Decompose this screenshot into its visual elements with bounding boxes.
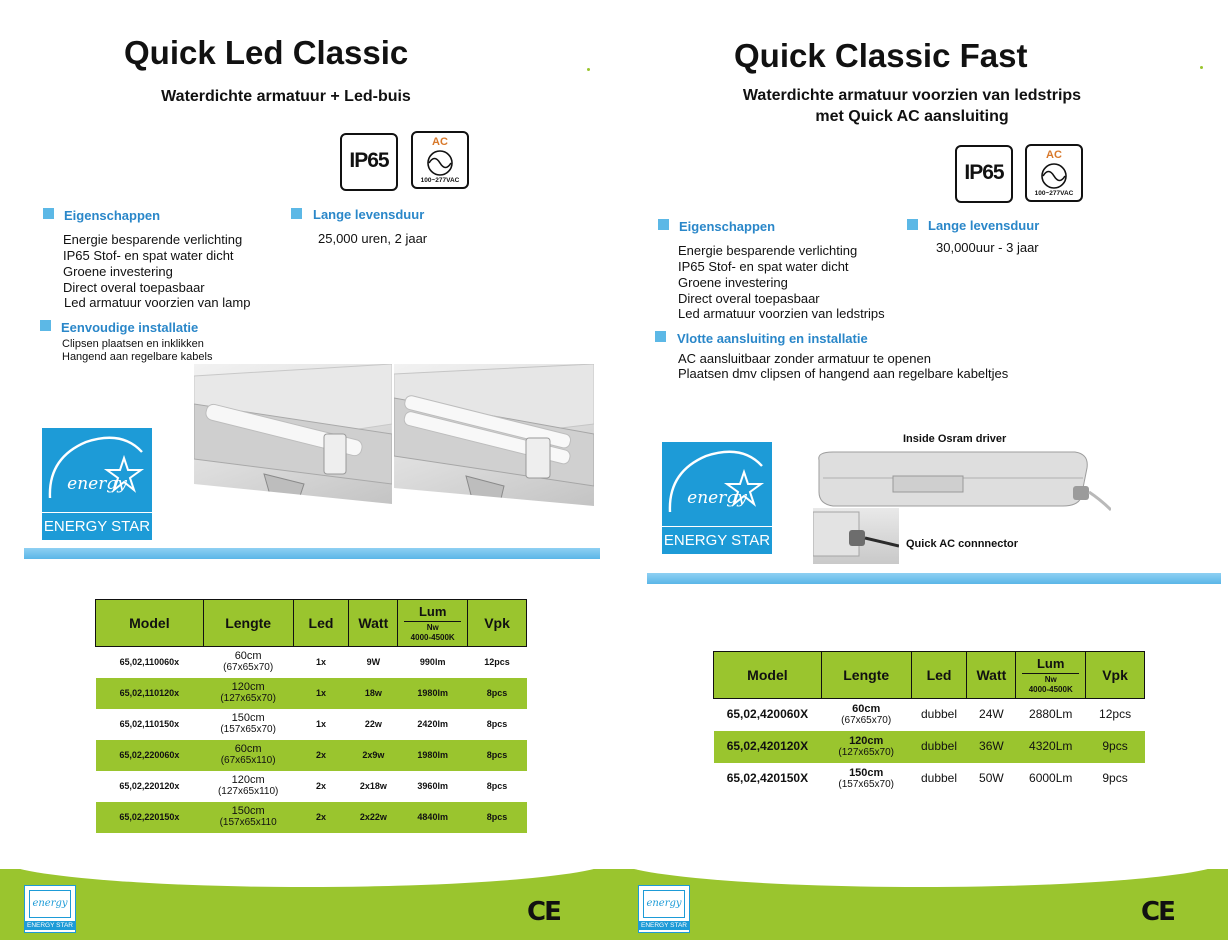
cell-vpk: 9pcs	[1102, 771, 1128, 785]
cell-watt: 9W	[366, 656, 381, 667]
col-led: Led	[911, 652, 967, 699]
col-model: Model	[96, 600, 204, 647]
length-value: 120cm	[849, 734, 884, 747]
length-value: 60cm	[234, 650, 262, 663]
cell-watt: 18w	[349, 678, 398, 709]
col-vpk: Vpk	[1086, 652, 1145, 699]
col-watt: Watt	[349, 600, 398, 647]
blue-divider	[24, 548, 600, 559]
cell-lum: 6000Lm	[1029, 771, 1073, 785]
ac-label: AC	[432, 136, 448, 148]
mini-energy-star-logo	[24, 885, 76, 933]
bullet-square	[291, 208, 302, 219]
install-item: Clipsen plaatsen en inklikken	[62, 338, 204, 350]
cell-led: 1x	[293, 678, 349, 709]
cell-lum: 4320Lm	[1016, 731, 1086, 763]
lum-sub-nw: Nw	[1044, 675, 1057, 684]
length-value: 150cm	[849, 766, 884, 779]
lum-label: Lum	[404, 604, 461, 622]
sine-wave-icon	[1039, 161, 1069, 191]
col-model: Model	[714, 652, 822, 699]
dimension-value: (127x65x70)	[220, 693, 276, 704]
feature-item: Energie besparende verlichting	[63, 232, 243, 247]
cell-watt: 50W	[979, 771, 1004, 785]
install-item: Hangend aan regelbare kabels	[62, 351, 213, 363]
mini-energy-label: ENERGY STAR	[641, 922, 687, 929]
table-row	[96, 740, 527, 771]
mini-energy-label: ENERGY STAR	[27, 922, 73, 929]
col-vpk: Vpk	[468, 600, 527, 647]
properties-heading: Eigenschappen	[679, 219, 776, 234]
fixture-photo-single	[194, 364, 392, 548]
cell-vpk: 8pcs	[486, 718, 508, 729]
bullet-square	[907, 219, 918, 230]
cell-vpk: 8pcs	[486, 780, 508, 791]
length-value: 150cm	[231, 712, 265, 724]
cell-model: 65,02,220060x	[96, 740, 204, 771]
table-row	[96, 771, 527, 802]
lum-sub-nw: Nw	[426, 623, 439, 632]
cell-length	[203, 771, 293, 802]
footer-wave	[614, 869, 1228, 887]
footer-band	[0, 869, 614, 940]
feature-item: Led armatuur voorzien van ledstrips	[678, 306, 885, 321]
cell-led: dubbel	[920, 771, 958, 785]
col-length: Lengte	[203, 600, 293, 647]
table-row	[96, 802, 527, 833]
feature-item: Groene investering	[678, 275, 788, 290]
cell-vpk: 8pcs	[468, 802, 527, 833]
cell-led: dubbel	[920, 707, 958, 722]
cell-length	[203, 678, 293, 709]
voltage-range: 100~277VAC	[1034, 190, 1074, 197]
ac-voltage-badge	[411, 131, 469, 189]
cell-led: 1x	[315, 718, 326, 729]
cell-lum: 3960lm	[417, 780, 448, 791]
feature-item: IP65 Stof- en spat water dicht	[63, 248, 234, 263]
spec-table	[95, 599, 527, 833]
bullet-square	[655, 331, 666, 342]
dimension-value: (67x65x110)	[220, 755, 276, 766]
cell-length	[203, 709, 293, 740]
feature-item: Led armatuur voorzien van lamp	[64, 295, 251, 310]
energy-script: energy	[67, 474, 127, 494]
page-subtitle	[704, 85, 1120, 127]
ip65-badge	[340, 133, 398, 191]
properties-heading: Eigenschappen	[64, 208, 161, 223]
cell-watt: 2x22w	[349, 802, 398, 833]
cell-length	[203, 647, 293, 678]
ce-mark: CE	[1141, 897, 1174, 927]
cell-vpk: 12pcs	[484, 656, 510, 667]
cell-model: 65,02,110120x	[96, 678, 204, 709]
lifetime-heading: Lange levensduur	[928, 218, 1040, 233]
cell-watt: 22w	[364, 718, 382, 729]
ip65-label: IP65	[349, 149, 389, 172]
mini-energy-script: energy	[29, 890, 71, 918]
dimension-value: (157x65x70)	[220, 724, 276, 735]
table-body	[96, 647, 527, 833]
ac-label: AC	[1046, 149, 1062, 161]
cell-lum: 4840lm	[398, 802, 468, 833]
energy-star-label: ENERGY STAR	[663, 532, 771, 549]
table-row	[96, 709, 527, 740]
dimension-value: (157x65x110	[219, 817, 277, 828]
table-row	[714, 763, 1145, 795]
mini-energy-script: energy	[643, 890, 685, 918]
cell-lum: 1980lm	[398, 740, 468, 771]
cell-vpk: 12pcs	[1099, 707, 1132, 722]
fixture-photo-double	[394, 364, 594, 548]
energy-star-label: ENERGY STAR	[43, 518, 151, 535]
feature-item: Groene investering	[63, 264, 173, 279]
cell-watt: 36W	[967, 731, 1016, 763]
subtitle-line: met Quick AC aansluiting	[815, 108, 1009, 125]
footer-band	[614, 869, 1228, 940]
cell-lum: 990lm	[419, 656, 446, 667]
decor-dot	[1200, 66, 1203, 69]
install-heading: Eenvoudige installatie	[61, 320, 199, 335]
ip65-badge	[955, 145, 1013, 203]
cell-length	[203, 740, 293, 771]
table-body	[714, 699, 1145, 795]
bullet-square	[40, 320, 51, 331]
cell-model: 65,02,420060X	[726, 707, 809, 722]
cell-lum: 2420lm	[417, 718, 448, 729]
lifetime-heading: Lange levensduur	[313, 207, 425, 222]
energy-star-icon	[662, 442, 772, 526]
energy-star-icon	[42, 428, 152, 512]
col-led: Led	[293, 600, 349, 647]
spec-table	[713, 651, 1145, 795]
length-value: 150cm	[231, 805, 265, 817]
cell-led: 2x	[293, 740, 349, 771]
dimension-value: (127x65x70)	[838, 746, 894, 758]
cell-vpk: 8pcs	[468, 740, 527, 771]
cell-vpk: 9pcs	[1086, 731, 1145, 763]
cell-led: 2x	[315, 780, 326, 791]
lifetime-value: 30,000uur - 3 jaar	[936, 240, 1039, 255]
table-row	[96, 647, 527, 678]
install-item: Plaatsen dmv clipsen of hangend aan regelbare kabeltjes	[678, 366, 1009, 381]
cell-vpk: 8pcs	[468, 678, 527, 709]
subtitle-line: Waterdichte armatuur voorzien van ledstrips	[742, 87, 1082, 104]
footer-wave	[0, 869, 614, 887]
right-page	[614, 0, 1228, 940]
bullet-square	[658, 219, 669, 230]
cell-length	[821, 699, 911, 731]
feature-item: IP65 Stof- en spat water dicht	[678, 259, 849, 274]
cell-lum: 2880Lm	[1029, 707, 1073, 722]
decor-dot	[587, 68, 590, 71]
page-subtitle: Waterdichte armatuur + Led-buis	[161, 88, 411, 105]
length-value: 60cm	[234, 743, 262, 755]
cell-model: 65,02,220120x	[119, 780, 180, 791]
length-value: 60cm	[852, 702, 881, 715]
mini-energy-star-logo	[638, 885, 690, 933]
table-row	[714, 699, 1145, 731]
col-lum	[398, 600, 468, 647]
driver-caption: Inside Osram driver	[903, 433, 1007, 445]
divider	[42, 512, 152, 513]
divider	[662, 526, 772, 527]
col-watt: Watt	[967, 652, 1016, 699]
bullet-square	[43, 208, 54, 219]
lifetime-value: 25,000 uren, 2 jaar	[318, 231, 428, 246]
cell-model: 65,02,110060x	[119, 656, 180, 667]
connector-caption: Quick AC connnector	[906, 538, 1019, 550]
install-heading: Vlotte aansluiting en installatie	[677, 331, 868, 346]
ce-mark: CE	[527, 897, 560, 927]
dimension-value: (67x65x70)	[841, 714, 892, 726]
dimension-value: (157x65x70)	[838, 778, 894, 790]
sine-wave-icon	[425, 148, 455, 178]
voltage-range: 100~277VAC	[420, 177, 460, 184]
cell-led: dubbel	[911, 731, 967, 763]
cell-lum: 1980lm	[398, 678, 468, 709]
length-value: 120cm	[231, 681, 265, 693]
table-row	[96, 678, 527, 709]
col-lum	[1016, 652, 1086, 699]
feature-item: Energie besparende verlichting	[678, 243, 858, 258]
install-item: AC aansluitbaar zonder armatuur te openen	[678, 351, 931, 366]
col-length: Lengte	[821, 652, 911, 699]
lum-sub-kelvin: 4000-4500K	[1028, 685, 1073, 694]
energy-star-logo	[42, 428, 152, 540]
page-title: Quick Led Classic	[124, 34, 409, 71]
cell-watt: 24W	[979, 707, 1004, 722]
blue-divider	[647, 573, 1221, 584]
energy-script: energy	[687, 488, 747, 508]
cell-watt: 2x9w	[349, 740, 398, 771]
cell-length	[821, 731, 911, 763]
feature-item: Direct overal toepasbaar	[63, 280, 205, 295]
cell-model: 65,02,420150X	[726, 771, 809, 785]
cell-model: 65,02,220150x	[96, 802, 204, 833]
dimension-value: (127x65x110)	[217, 786, 279, 797]
cell-led: 2x	[293, 802, 349, 833]
length-value: 120cm	[231, 774, 265, 786]
cell-model: 65,02,420120X	[714, 731, 822, 763]
cell-length	[203, 802, 293, 833]
lum-sub-kelvin: 4000-4500K	[410, 633, 455, 642]
ac-voltage-badge	[1025, 144, 1083, 202]
table-row	[714, 731, 1145, 763]
cell-length	[821, 763, 911, 795]
cell-watt: 2x18w	[359, 780, 387, 791]
cell-led: 1x	[315, 656, 326, 667]
connector-photo	[813, 508, 899, 564]
cell-model: 65,02,110150x	[119, 718, 180, 729]
dimension-value: (67x65x70)	[223, 662, 274, 674]
ip65-label: IP65	[964, 161, 1004, 184]
energy-star-logo	[662, 442, 772, 554]
page-title: Quick Classic Fast	[734, 37, 1028, 74]
lum-label: Lum	[1022, 656, 1079, 674]
feature-item: Direct overal toepasbaar	[678, 291, 820, 306]
